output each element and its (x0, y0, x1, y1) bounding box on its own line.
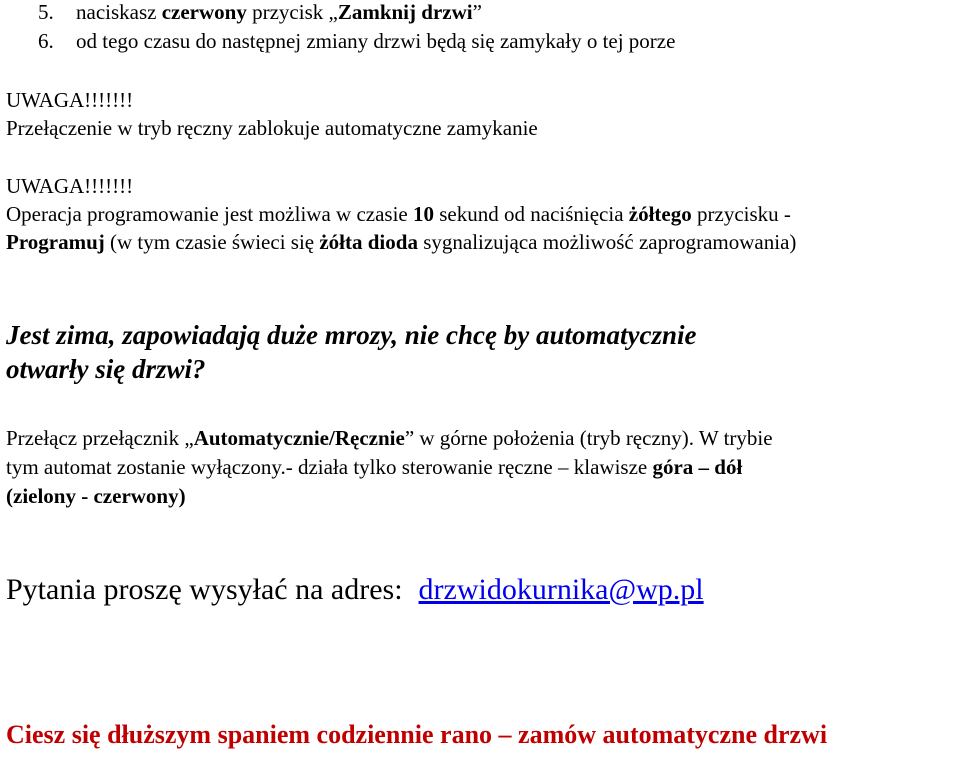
warning-text-2-line2: Programuj (w tym czasie świeci się żółta dioda sygnalizująca możliwość zaprogramowania) (6, 230, 797, 254)
list-text: ” (472, 0, 482, 24)
faq-answer-line3: (zielony - czerwony) (6, 484, 186, 508)
list-item-5 (38, 0, 482, 26)
contact-line (6, 572, 704, 608)
warning-text-1: Przełączenie w tryb ręczny zablokuje automatyczne zamykanie (6, 116, 538, 140)
warning-heading-1: UWAGA!!!!!!! (6, 88, 134, 112)
email-link[interactable]: drzwidokurnika@wp.pl (418, 573, 704, 606)
list-number: 5. (38, 0, 54, 24)
list-text: przycisk „ (246, 0, 338, 24)
faq-question-line1: Jest zima, zapowiadają duże mrozy, nie chcę by automatycznie (6, 320, 697, 350)
list-number: 6. (38, 29, 54, 53)
contact-label: Pytania proszę wysyłać na adres: (6, 573, 403, 606)
list-text: od tego czasu do następnej zmiany drzwi będą się zamykały o tej porze (76, 29, 676, 53)
list-item-6 (38, 27, 675, 55)
list-bold-button-name: Zamknij drzwi (337, 0, 473, 24)
list-bold-red-word: czerwony (161, 0, 247, 24)
warning-text-2-line1: Operacja programowanie jest możliwa w czasie 10 sekund od naciśnięcia żółtego przycisku - (6, 202, 791, 226)
faq-question-line2: otwarły się drzwi? (6, 354, 206, 384)
list-text: naciskasz (76, 0, 162, 24)
footer-slogan: Ciesz się dłuższym spaniem codziennie rano – zamów automatyczne drzwi (6, 720, 828, 749)
faq-answer-line2: tym automat zostanie wyłączony.- działa tylko sterowanie ręczne – klawisze góra – dół (6, 455, 743, 479)
warning-heading-2: UWAGA!!!!!!! (6, 174, 134, 198)
faq-answer-line1: Przełącz przełącznik „Automatycznie/Ręcznie” w górne położenia (tryb ręczny). W trybie (6, 426, 773, 450)
